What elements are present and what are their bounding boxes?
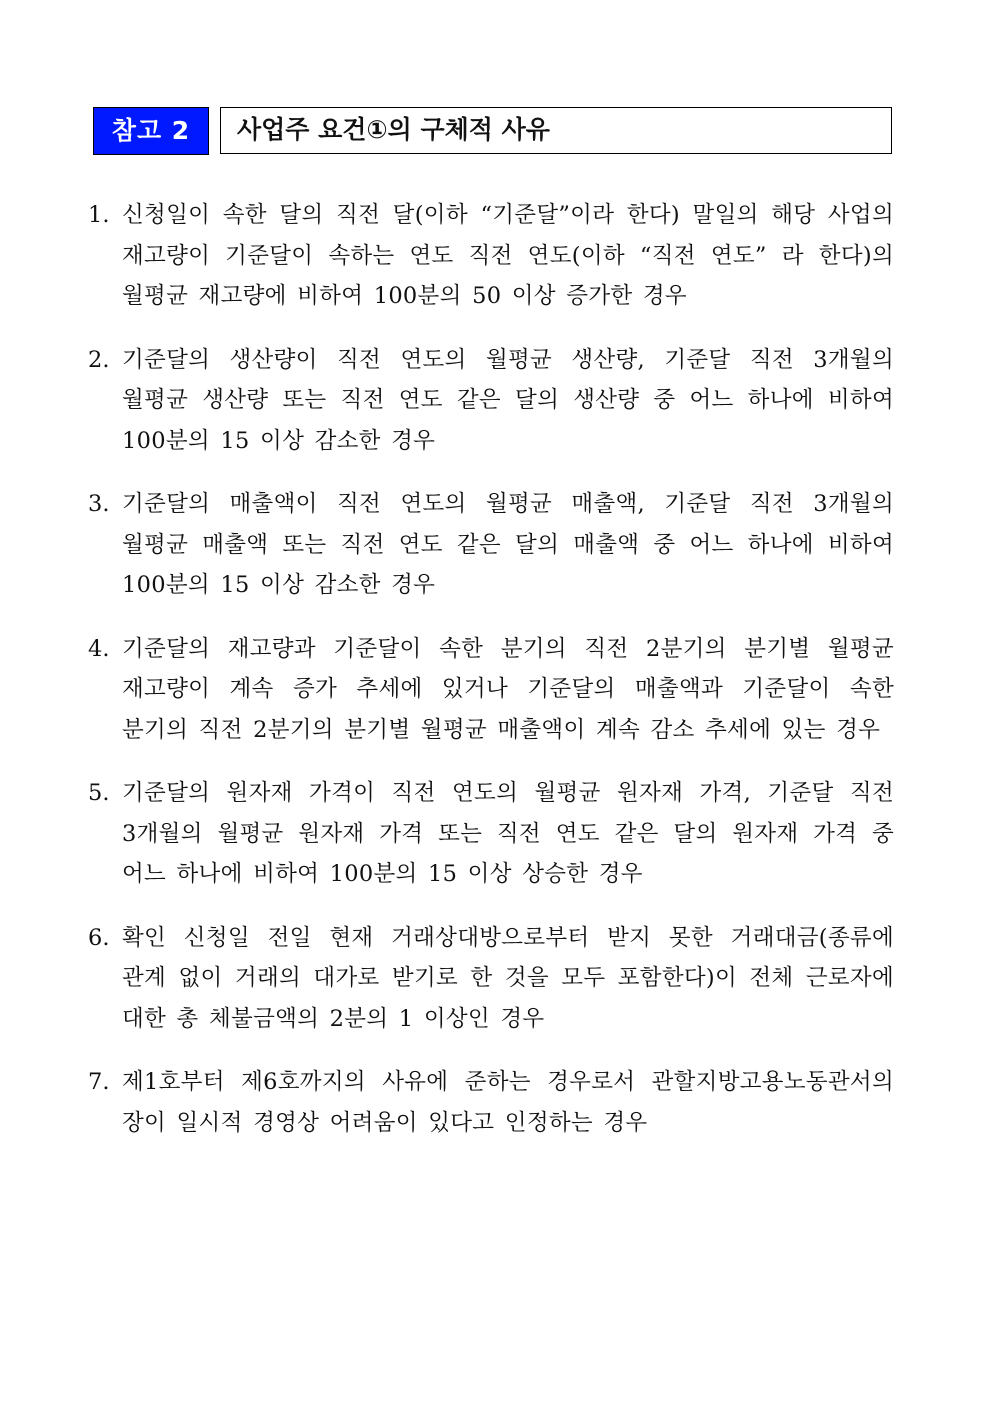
list-item — [88, 773, 894, 895]
list-item — [88, 1062, 894, 1143]
item-number: 5. — [88, 780, 110, 806]
item-text: 기준달의 생산량이 직전 연도의 월평균 생산량, 기준달 직전 3개월의 월평균 생산량 또는 직전 연도 같은 달의 생산량 중 어느 하나에 비하여 100분의 15 이상 감소한 경우 — [122, 346, 894, 454]
item-number: 4. — [88, 635, 110, 662]
item-text: 기준달의 매출액이 직전 연도의 월평균 매출액, 기준달 직전 3개월의 월평균 매출액 또는 직전 연도 같은 달의 매출액 중 어느 하나에 비하여 100분의 15 이상 감소한 경우 — [122, 491, 894, 598]
section-header — [93, 107, 893, 155]
list-item — [88, 484, 894, 606]
item-number: 7. — [88, 1069, 110, 1095]
item-number: 2. — [88, 346, 110, 373]
list-item — [88, 918, 894, 1040]
list-item — [88, 195, 894, 317]
item-text: 신청일이 속한 달의 직전 달(이하 “기준달”이라 한다) 말일의 해당 사업의 재고량이 기준달이 속하는 연도 직전 연도(이하 “직전 연도” 라 한다)의 월평균 재고량에 비하여 100분의 50 이상 증가한 경우 — [122, 202, 894, 309]
item-text: 기준달의 재고량과 기준달이 속한 분기의 직전 2분기의 분기별 월평균 재고량이 계속 증가 추세에 있거나 기준달의 매출액과 기준달이 속한 분기의 직전 2분기의 분기별 월평균 매출액이 계속 감소 추세에 있는 경우 — [122, 635, 894, 743]
list-item — [88, 340, 894, 462]
list-item — [88, 629, 894, 751]
section-title: 사업주 요건①의 구체적 사유 — [220, 107, 892, 154]
item-number: 6. — [88, 924, 110, 951]
item-text: 확인 신청일 전일 현재 거래상대방으로부터 받지 못한 거래대금(종류에 관계 없이 거래의 대가로 받기로 한 것을 모두 포함한다)이 전체 근로자에 대한 총 체불금액의 2분의 1 이상인 경우 — [122, 924, 894, 1032]
item-number: 3. — [88, 491, 110, 517]
item-text: 기준달의 원자재 가격이 직전 연도의 월평균 원자재 가격, 기준달 직전 3개월의 월평균 원자재 가격 또는 직전 연도 같은 달의 원자재 가격 중 어느 하나에 비하여 100분의 15 이상 상승한 경우 — [122, 780, 894, 887]
reference-badge: 참고 2 — [93, 107, 209, 155]
item-number: 1. — [88, 202, 110, 228]
criteria-list — [88, 195, 894, 1166]
item-text: 제1호부터 제6호까지의 사유에 준하는 경우로서 관할지방고용노동관서의 장이 일시적 경영상 어려움이 있다고 인정하는 경우 — [122, 1069, 894, 1136]
